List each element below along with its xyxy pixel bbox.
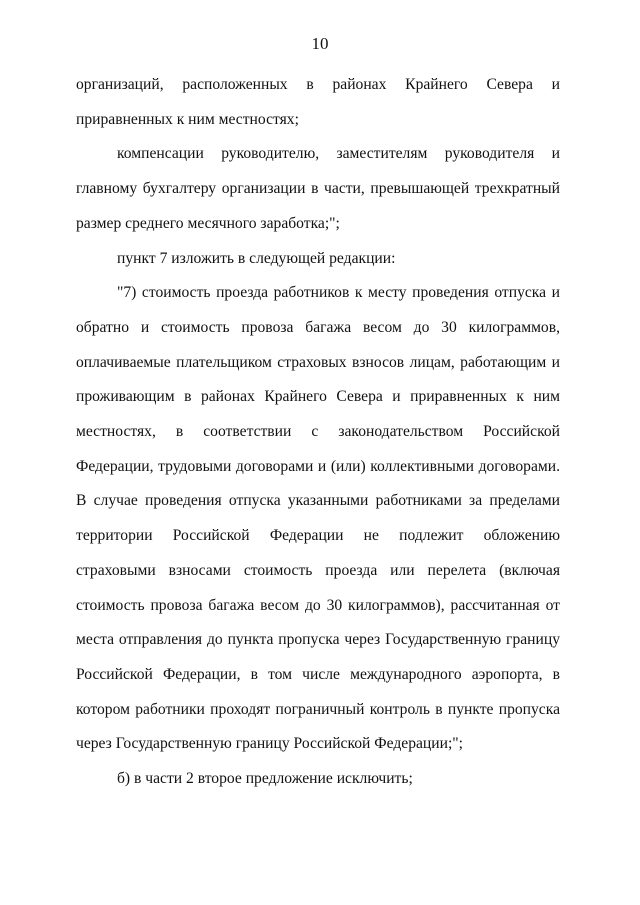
paragraph-compensation: компенсации руководителю, заместителям руководителя и главному бухгалтеру организации в части, превышающей трехкратный размер среднего месячного заработка;"; (76, 145, 560, 232)
document-body (76, 68, 560, 797)
paragraph-part-2: б) в части 2 второе предложение исключить; (117, 770, 413, 788)
paragraph-point-7-intro: пункт 7 изложить в следующей редакции: (117, 249, 396, 267)
page-number: 10 (311, 34, 329, 53)
paragraph-continuation: организаций, расположенных в районах Крайнего Севера и приравненных к ним местностях; (76, 76, 560, 128)
paragraph-point-7-text: "7) стоимость проезда работников к месту проведения отпуска и обратно и стоимость провоза багажа весом до 30 килограммов, оплачиваемые плательщиком страховых взносов лицам, работающим и проживающим в районах Крайнего Севера и приравненных к ним местностях, в соответствии с законодательством Российской Федерации, трудовыми договорами и (или) коллективными договорами. В случае проведения отпуска указанными работниками за пределами территории Российской Федерации не подлежит обложению страховыми взносами стоимость проезда или перелета (включая стоимость провоза багажа весом до 30 килограммов), рассчитанная от места отправления до пункта пропуска через Государственную границу Российской Федерации, в том числе международного аэропорта, в котором работники проходят пограничный контроль в пункте пропуска через Государственную границу Российской Федерации;"; (76, 284, 560, 753)
